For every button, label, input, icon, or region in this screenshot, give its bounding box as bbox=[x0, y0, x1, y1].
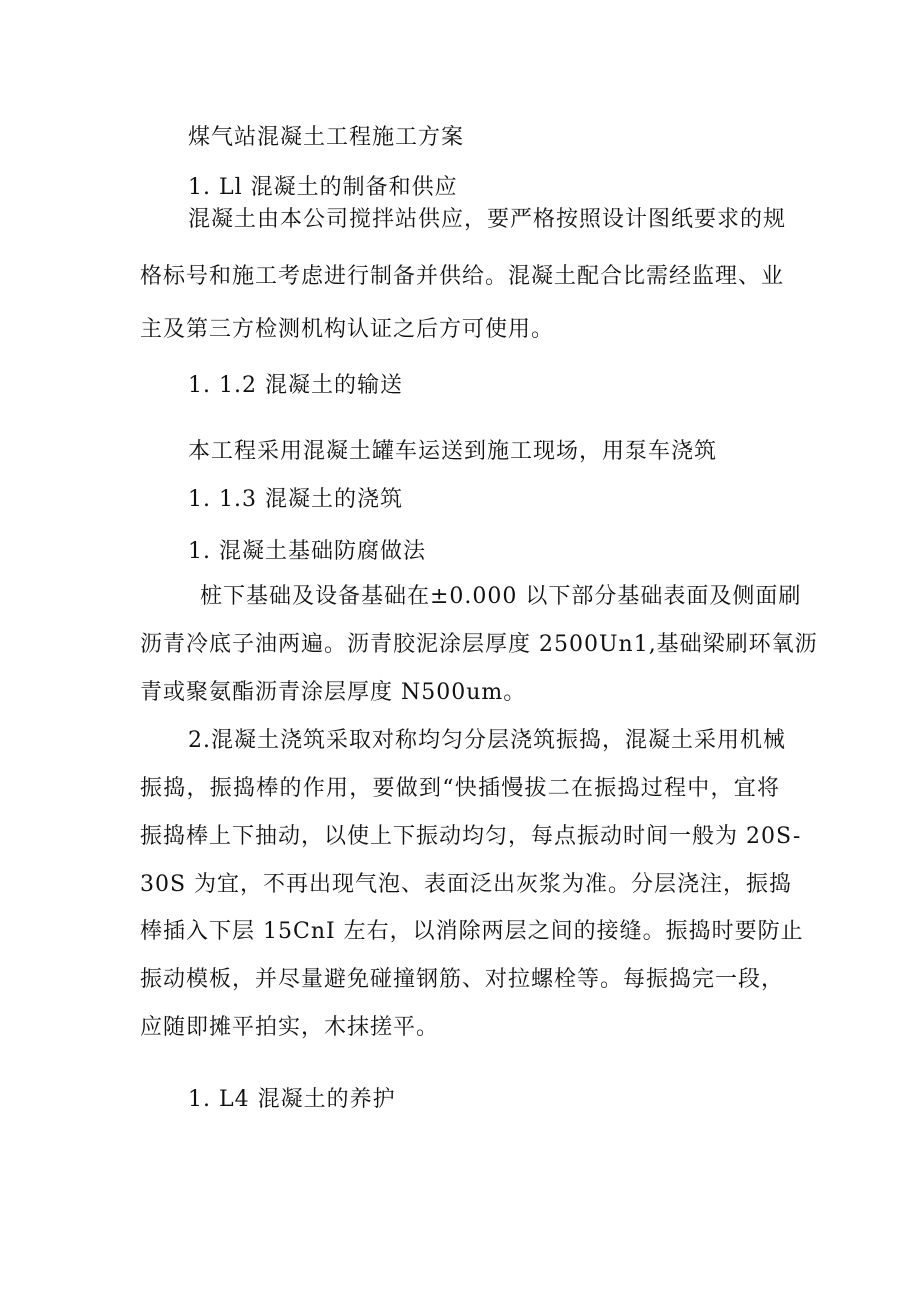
paragraph-line: 桩下基础及设备基础在±0.000 以下部分基础表面及侧面刷 bbox=[200, 584, 802, 609]
section-heading-1-1-1: 1. Ll 混凝土的制备和供应 bbox=[188, 175, 458, 200]
section-heading-1-1-3: 1. 1.3 混凝土的浇筑 bbox=[188, 487, 403, 512]
paragraph-line: 青或聚氨酯沥青涂层厚度 N500um。 bbox=[140, 680, 527, 705]
paragraph-line: 沥青冷底子油两遍。沥青胶泥涂层厚度 2500Un1,基础梁刷环氧沥 bbox=[140, 632, 818, 657]
paragraph-line: 格标号和施工考虑进行制备并供给。混凝土配合比需经监理、业 bbox=[140, 264, 785, 289]
paragraph-line: 振捣，振捣棒的作用，要做到“快插慢拔二在振捣过程中，宜将 bbox=[140, 776, 780, 801]
document-title: 煤气站混凝土工程施工方案 bbox=[188, 125, 465, 150]
paragraph-line: 棒插入下层 15CnI 左右，以消除两层之间的接缝。振捣时要防止 bbox=[140, 919, 804, 944]
paragraph-line: 振动模板，并尽量避免碰撞钢筋、对拉螺栓等。每振捣完一段， bbox=[140, 967, 785, 992]
paragraph-line: 2.混凝土浇筑采取对称均匀分层浇筑振捣，混凝土采用机械 bbox=[188, 728, 786, 753]
paragraph-line: 混凝土由本公司搅拌站供应，要严格按照设计图纸要求的规 bbox=[188, 207, 787, 232]
section-heading-1-1-2: 1. 1.2 混凝土的输送 bbox=[188, 373, 403, 398]
subheading-anticorrosion: 1. 混凝土基础防腐做法 bbox=[188, 539, 426, 564]
paragraph-line: 30S 为宜，不再出现气泡、表面泛出灰浆为准。分层浇注，振捣 bbox=[140, 872, 793, 897]
paragraph-line: 应随即摊平拍实，木抹搓平。 bbox=[140, 1015, 440, 1040]
section-heading-1-1-4: 1. L4 混凝土的养护 bbox=[188, 1087, 396, 1112]
paragraph-line: 主及第三方检测机构认证之后方可使用。 bbox=[140, 317, 555, 342]
paragraph-line: 振捣棒上下抽动，以使上下振动均匀，每点振动时间一般为 20S- bbox=[140, 824, 802, 849]
paragraph-line: 本工程采用混凝土罐车运送到施工现场，用泵车浇筑 bbox=[188, 439, 718, 464]
